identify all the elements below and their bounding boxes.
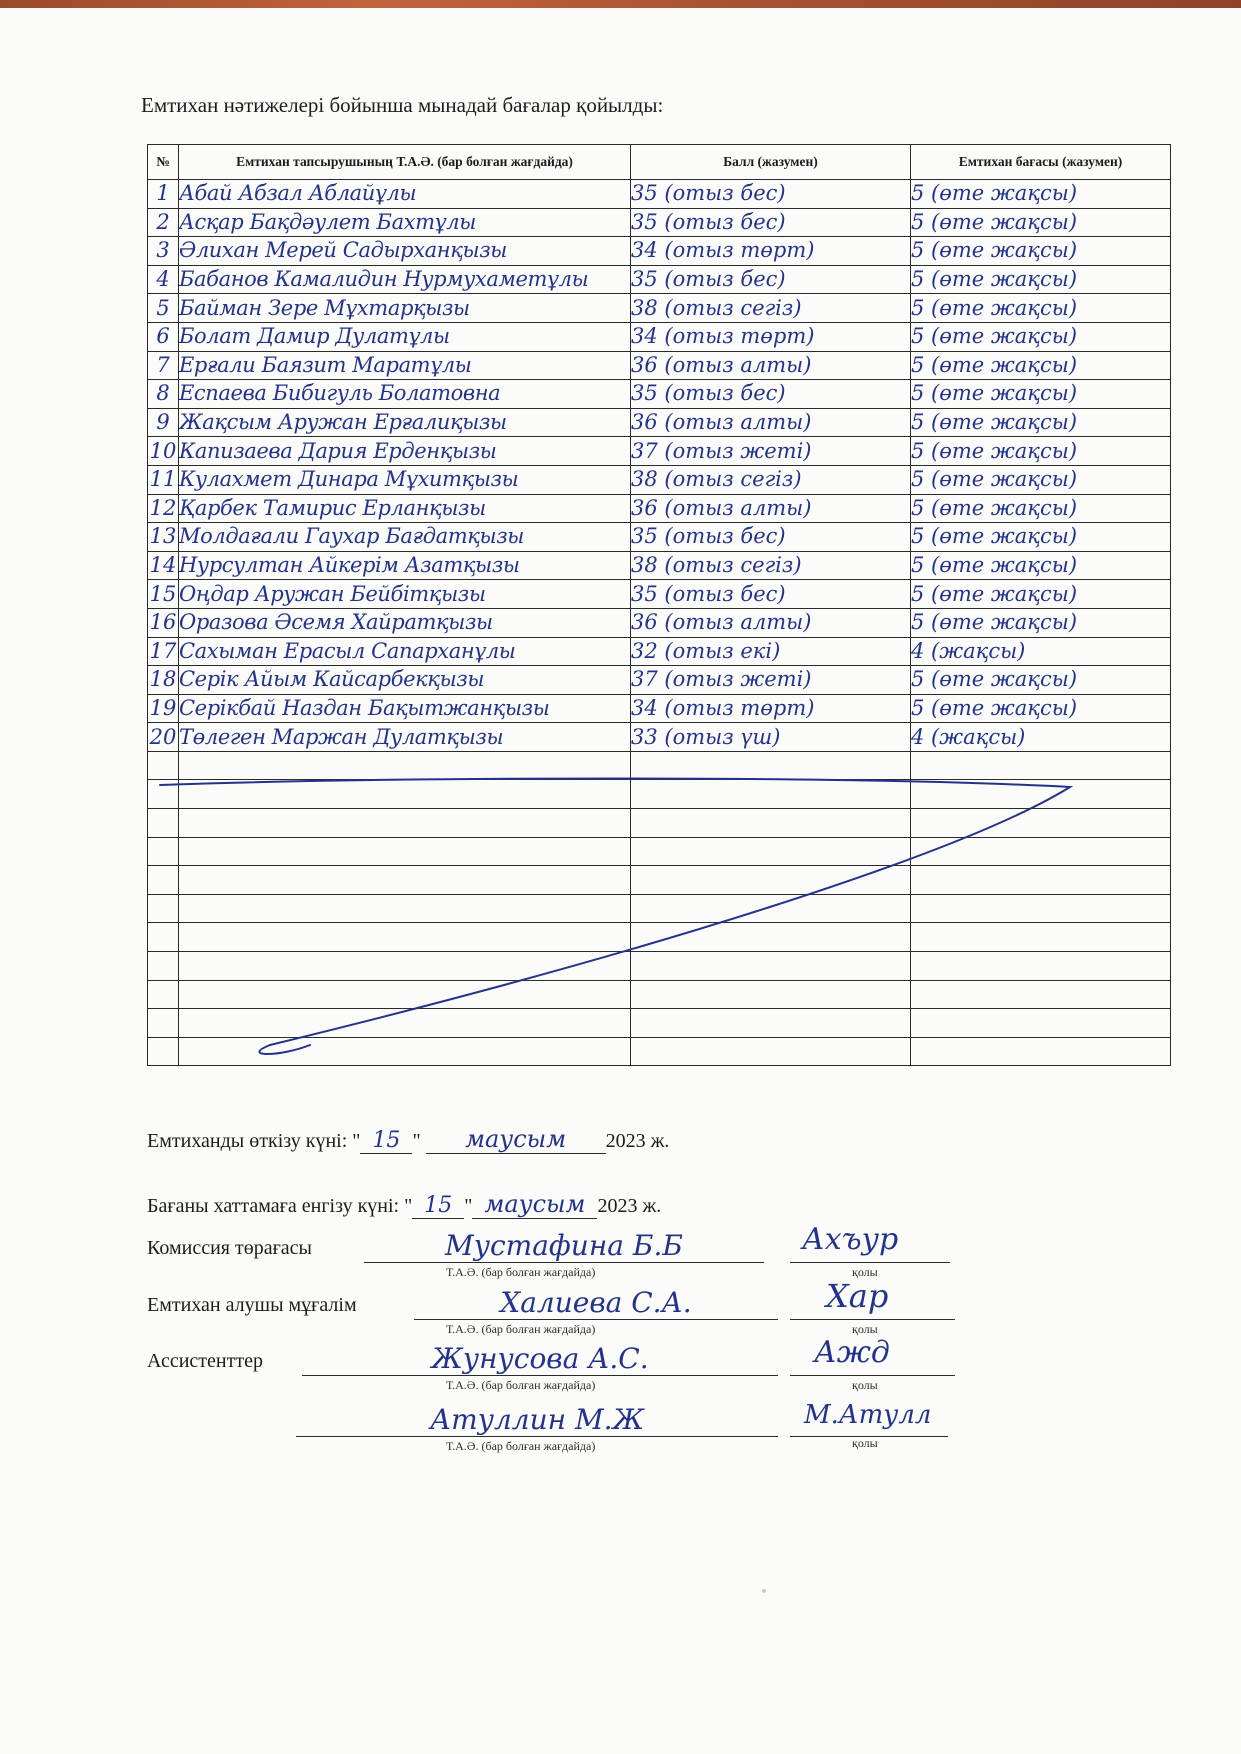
row-num: 8	[148, 380, 179, 409]
empty-cell	[148, 809, 179, 838]
entry-date-line	[147, 1190, 661, 1219]
entry-date-quote: "	[464, 1195, 473, 1217]
row-grade: 5 (өте жақсы)	[911, 666, 1171, 695]
empty-cell	[179, 780, 631, 809]
empty-cell	[911, 952, 1171, 981]
row-grade: 5 (өте жақсы)	[911, 380, 1171, 409]
empty-cell	[179, 751, 631, 780]
header-name: Емтихан тапсырушының Т.А.Ә. (бар болған жағдайда)	[179, 145, 631, 180]
empty-cell	[179, 1037, 631, 1066]
row-name: Ерғали Баязит Маратұлы	[179, 351, 631, 380]
header-score: Балл (жазумен)	[631, 145, 911, 180]
row-score: 34 (отыз төрт)	[631, 322, 911, 351]
table-row	[148, 551, 1171, 580]
row-grade: 5 (өте жақсы)	[911, 265, 1171, 294]
table-row	[148, 180, 1171, 209]
assistant1-name: Жунусова А.С.	[302, 1339, 778, 1376]
empty-cell	[148, 894, 179, 923]
entry-date-day: 15	[412, 1193, 464, 1219]
table-row	[148, 580, 1171, 609]
empty-cell	[631, 780, 911, 809]
row-score: 32 (отыз екі)	[631, 637, 911, 666]
row-name: Бабанов Камалидин Нурмухаметұлы	[179, 265, 631, 294]
row-score: 35 (отыз бес)	[631, 265, 911, 294]
empty-cell	[631, 923, 911, 952]
row-num: 3	[148, 237, 179, 266]
row-num: 13	[148, 523, 179, 552]
intro-text: Емтихан нәтижелері бойынша мынадай бағалар қойылды:	[141, 93, 664, 117]
empty-cell	[911, 751, 1171, 780]
table-row	[148, 523, 1171, 552]
table-header-row	[148, 145, 1171, 180]
row-score: 37 (отыз жеті)	[631, 437, 911, 466]
row-num: 16	[148, 608, 179, 637]
empty-cell	[631, 751, 911, 780]
table-row	[148, 351, 1171, 380]
empty-cell	[631, 837, 911, 866]
table-row	[148, 465, 1171, 494]
empty-cell	[911, 923, 1171, 952]
table-row	[148, 608, 1171, 637]
row-grade: 5 (өте жақсы)	[911, 408, 1171, 437]
results-table	[147, 144, 1171, 1066]
row-num: 11	[148, 465, 179, 494]
row-grade: 5 (өте жақсы)	[911, 608, 1171, 637]
row-score: 36 (отыз алты)	[631, 351, 911, 380]
row-score: 35 (отыз бес)	[631, 208, 911, 237]
empty-table-row	[148, 1037, 1171, 1066]
row-grade: 5 (өте жақсы)	[911, 294, 1171, 323]
assistant1-signature-line	[790, 1335, 955, 1376]
empty-cell	[911, 809, 1171, 838]
empty-table-row	[148, 1009, 1171, 1038]
empty-table-row	[148, 809, 1171, 838]
row-grade: 5 (өте жақсы)	[911, 351, 1171, 380]
empty-cell	[179, 980, 631, 1009]
row-num: 5	[148, 294, 179, 323]
assistants-label: Ассистенттер	[147, 1350, 263, 1372]
table-row	[148, 637, 1171, 666]
row-grade: 5 (өте жақсы)	[911, 465, 1171, 494]
row-num: 9	[148, 408, 179, 437]
row-score: 38 (отыз сегіз)	[631, 294, 911, 323]
empty-cell	[631, 980, 911, 1009]
page-top-edge	[0, 0, 1241, 8]
teacher-signature-line	[790, 1277, 955, 1320]
empty-cell	[631, 952, 911, 981]
row-num: 1	[148, 180, 179, 209]
empty-cell	[148, 780, 179, 809]
row-num: 6	[148, 322, 179, 351]
teacher-signature-caption: қолы	[852, 1322, 878, 1336]
empty-table-row	[148, 980, 1171, 1009]
exam-date-year: 2023 ж.	[605, 1130, 670, 1152]
header-num: №	[148, 145, 179, 180]
table-row	[148, 265, 1171, 294]
chair-signature-caption: қолы	[852, 1265, 878, 1279]
row-grade: 5 (өте жақсы)	[911, 494, 1171, 523]
row-num: 14	[148, 551, 179, 580]
row-score: 38 (отыз сегіз)	[631, 551, 911, 580]
row-score: 33 (отыз үш)	[631, 723, 911, 752]
assistant2-signature-line	[790, 1400, 948, 1437]
row-grade: 5 (өте жақсы)	[911, 237, 1171, 266]
chair-signature: Ахъур	[802, 1222, 899, 1257]
assistant2-signature: М.Атулл	[804, 1400, 932, 1430]
empty-cell	[911, 780, 1171, 809]
row-name: Әлихан Мерей Садырханқызы	[179, 237, 631, 266]
entry-date-year: 2023 ж.	[597, 1195, 662, 1217]
empty-cell	[911, 1037, 1171, 1066]
row-grade: 5 (өте жақсы)	[911, 694, 1171, 723]
empty-cell	[911, 980, 1171, 1009]
row-name: Капизаева Дария Ерденқызы	[179, 437, 631, 466]
row-name: Қарбек Тамирис Ерланқызы	[179, 494, 631, 523]
teacher-name: Халиева С.А.	[414, 1283, 778, 1320]
assistant2-name: Атуллин М.Ж	[296, 1400, 778, 1437]
row-name: Абай Абзал Аблайұлы	[179, 180, 631, 209]
row-score: 38 (отыз сегіз)	[631, 465, 911, 494]
empty-cell	[148, 837, 179, 866]
table-row	[148, 437, 1171, 466]
entry-date-month: маусым	[472, 1190, 597, 1219]
empty-table-row	[148, 923, 1171, 952]
row-name: Еспаева Бибигуль Болатовна	[179, 380, 631, 409]
table-row	[148, 694, 1171, 723]
empty-cell	[631, 866, 911, 895]
table-row	[148, 408, 1171, 437]
header-grade: Емтихан бағасы (жазумен)	[911, 145, 1171, 180]
empty-table-row	[148, 837, 1171, 866]
exam-date-quote: "	[412, 1130, 421, 1152]
row-grade: 4 (жақсы)	[911, 723, 1171, 752]
assistant2-signature-caption: қолы	[852, 1436, 878, 1450]
row-score: 36 (отыз алты)	[631, 408, 911, 437]
empty-cell	[148, 1037, 179, 1066]
assistant1-signature: Ажд	[814, 1335, 890, 1370]
chair-signature-line	[790, 1222, 950, 1263]
empty-table-row	[148, 751, 1171, 780]
row-grade: 5 (өте жақсы)	[911, 551, 1171, 580]
row-name: Нурсултан Айкерім Азатқызы	[179, 551, 631, 580]
empty-cell	[631, 894, 911, 923]
table-row	[148, 494, 1171, 523]
empty-cell	[148, 1009, 179, 1038]
table-row	[148, 208, 1171, 237]
empty-cell	[911, 837, 1171, 866]
row-name: Асқар Бақдәулет Бахтұлы	[179, 208, 631, 237]
row-grade: 5 (өте жақсы)	[911, 180, 1171, 209]
row-name: Байман Зере Мұхтарқызы	[179, 294, 631, 323]
row-num: 20	[148, 723, 179, 752]
empty-table-row	[148, 894, 1171, 923]
empty-cell	[179, 894, 631, 923]
row-score: 35 (отыз бес)	[631, 580, 911, 609]
table-row	[148, 723, 1171, 752]
empty-table-row	[148, 952, 1171, 981]
chair-fio-caption: Т.А.Ә. (бар болған жағдайда)	[446, 1265, 596, 1279]
empty-cell	[148, 866, 179, 895]
row-name: Серікбай Наздан Бақытжанқызы	[179, 694, 631, 723]
chair-name: Мустафина Б.Б	[364, 1226, 764, 1263]
row-score: 36 (отыз алты)	[631, 494, 911, 523]
row-grade: 4 (жақсы)	[911, 637, 1171, 666]
exam-date-label: Емтиханды өткізу күні: "	[147, 1130, 361, 1152]
row-score: 35 (отыз бес)	[631, 180, 911, 209]
empty-cell	[179, 1009, 631, 1038]
teacher-signature: Хар	[826, 1277, 889, 1315]
empty-cell	[179, 952, 631, 981]
row-grade: 5 (өте жақсы)	[911, 580, 1171, 609]
row-num: 17	[148, 637, 179, 666]
empty-cell	[179, 923, 631, 952]
results-body	[148, 180, 1171, 1066]
row-grade: 5 (өте жақсы)	[911, 322, 1171, 351]
row-name: Оразова Әсемя Хайратқызы	[179, 608, 631, 637]
row-name: Серік Айым Кайсарбекқызы	[179, 666, 631, 695]
table-row	[148, 666, 1171, 695]
exam-date-line	[147, 1125, 669, 1154]
empty-cell	[148, 923, 179, 952]
assistant1-signature-caption: қолы	[852, 1378, 878, 1392]
empty-cell	[911, 1009, 1171, 1038]
row-num: 4	[148, 265, 179, 294]
row-num: 19	[148, 694, 179, 723]
empty-cell	[179, 866, 631, 895]
row-grade: 5 (өте жақсы)	[911, 523, 1171, 552]
row-score: 34 (отыз төрт)	[631, 237, 911, 266]
entry-date-label: Бағаны хаттамаға енгізу күні: "	[147, 1195, 413, 1217]
row-num: 2	[148, 208, 179, 237]
table-row	[148, 294, 1171, 323]
row-score: 37 (отыз жеті)	[631, 666, 911, 695]
row-name: Жақсым Аружан Ерғалиқызы	[179, 408, 631, 437]
row-grade: 5 (өте жақсы)	[911, 208, 1171, 237]
empty-cell	[148, 751, 179, 780]
empty-cell	[631, 1037, 911, 1066]
row-name: Болат Дамир Дулатұлы	[179, 322, 631, 351]
empty-cell	[179, 837, 631, 866]
teacher-label: Емтихан алушы мұғалім	[147, 1294, 357, 1316]
empty-cell	[148, 980, 179, 1009]
table-row	[148, 237, 1171, 266]
row-score: 34 (отыз төрт)	[631, 694, 911, 723]
empty-cell	[631, 809, 911, 838]
row-num: 15	[148, 580, 179, 609]
row-score: 35 (отыз бес)	[631, 380, 911, 409]
empty-cell	[148, 952, 179, 981]
paper-speck	[762, 1589, 766, 1593]
exam-date-day: 15	[360, 1128, 412, 1154]
row-score: 35 (отыз бес)	[631, 523, 911, 552]
table-row	[148, 322, 1171, 351]
empty-cell	[911, 866, 1171, 895]
row-num: 7	[148, 351, 179, 380]
row-name: Оңдар Аружан Бейбітқызы	[179, 580, 631, 609]
row-num: 12	[148, 494, 179, 523]
empty-table-row	[148, 780, 1171, 809]
row-name: Төлеген Маржан Дулатқызы	[179, 723, 631, 752]
assistant1-fio-caption: Т.А.Ә. (бар болған жағдайда)	[446, 1378, 596, 1392]
row-num: 18	[148, 666, 179, 695]
row-grade: 5 (өте жақсы)	[911, 437, 1171, 466]
chair-label: Комиссия төрағасы	[147, 1237, 312, 1259]
empty-cell	[179, 809, 631, 838]
teacher-fio-caption: Т.А.Ә. (бар болған жағдайда)	[446, 1322, 596, 1336]
empty-cell	[631, 1009, 911, 1038]
exam-date-month: маусым	[426, 1125, 606, 1154]
table-row	[148, 380, 1171, 409]
row-name: Молдағали Гаухар Бағдатқызы	[179, 523, 631, 552]
assistant2-fio-caption: Т.А.Ә. (бар болған жағдайда)	[446, 1439, 596, 1453]
row-name: Кулахмет Динара Мұхитқызы	[179, 465, 631, 494]
empty-table-row	[148, 866, 1171, 895]
row-name: Сахыман Ерасыл Сапарханұлы	[179, 637, 631, 666]
empty-cell	[911, 894, 1171, 923]
row-score: 36 (отыз алты)	[631, 608, 911, 637]
row-num: 10	[148, 437, 179, 466]
